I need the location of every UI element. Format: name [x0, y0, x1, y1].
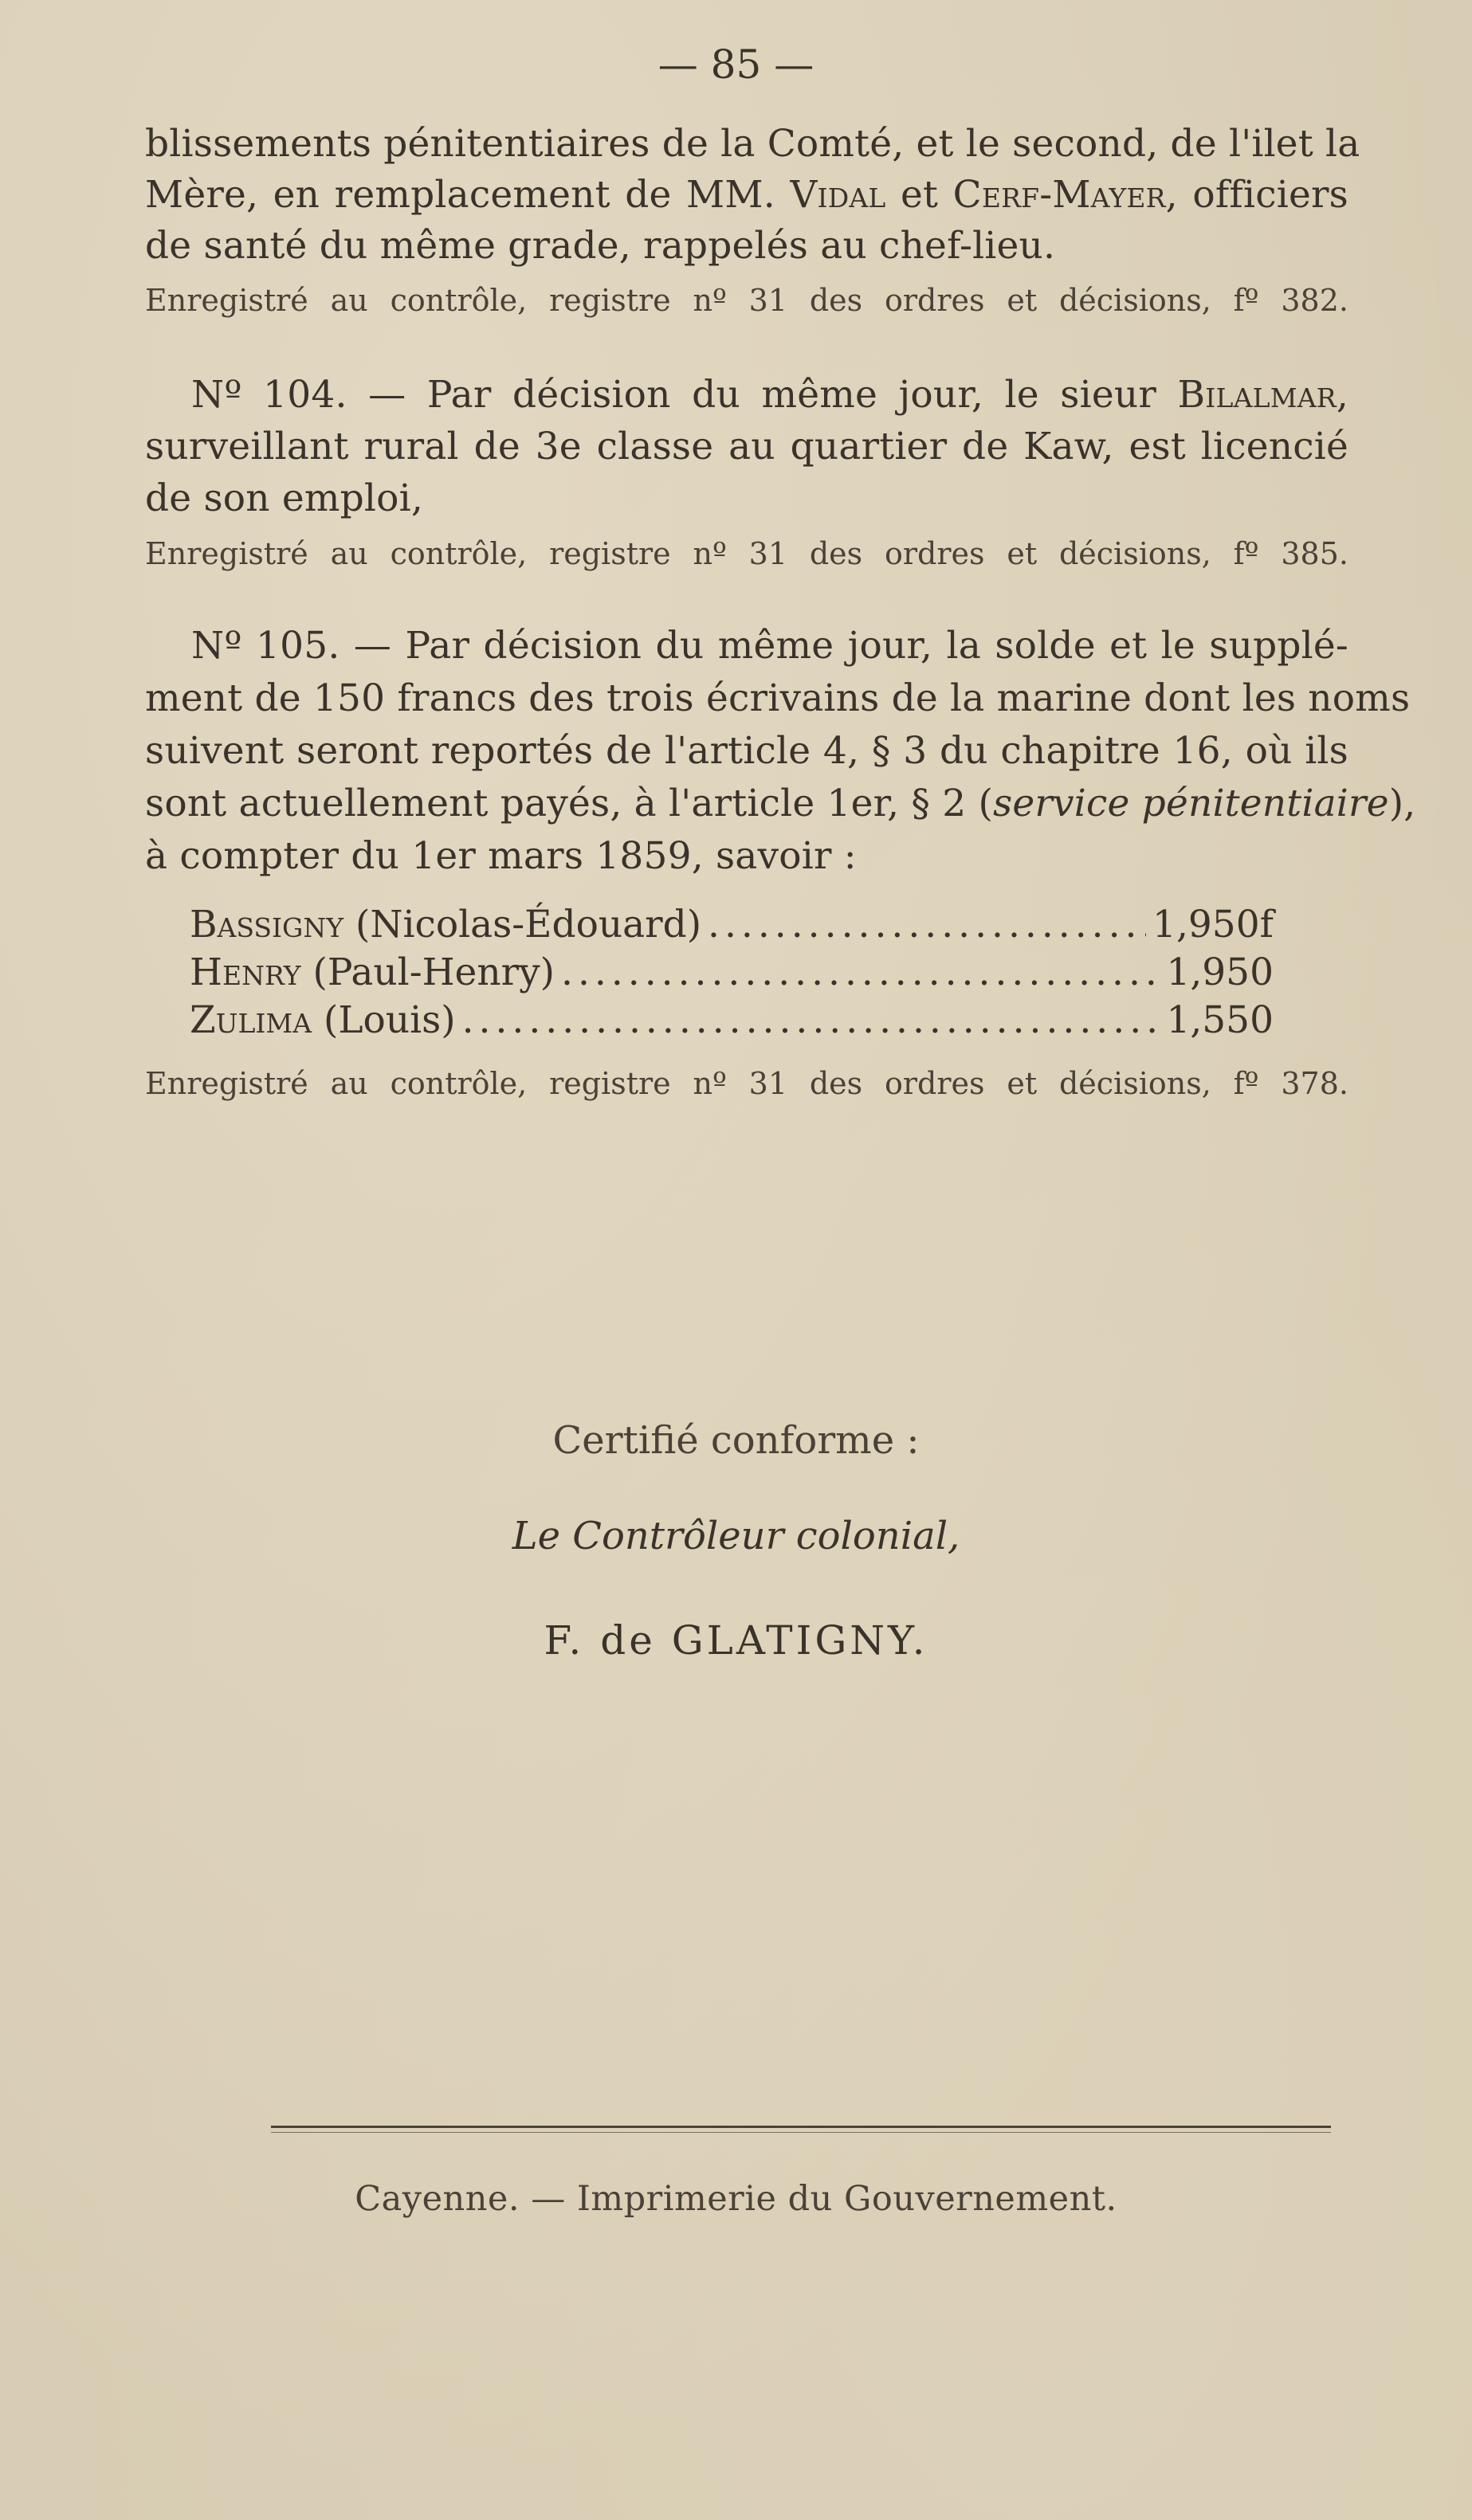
footer-rule [271, 2126, 1331, 2128]
signatory-title: Le Contrôleur colonial, [512, 1514, 960, 1558]
para2-line2: surveillant rural de 3e classe au quartier de Kaw, est licencié [145, 425, 1348, 468]
name-cerf-mayer: Cerf-Mayer [952, 173, 1166, 217]
para3-line2: ment de 150 francs des trois écrivains de la marine dont les noms [145, 676, 1411, 720]
footer-rule-thin [271, 2132, 1331, 2133]
name-bilalmar: Bilalmar [1177, 373, 1337, 417]
para3-line3: suivent seront reportés de l'article 4, § 3 du chapitre 16, où ils [145, 729, 1348, 773]
entry-surname: Henry [190, 950, 301, 994]
leader-dots [561, 948, 1160, 997]
para3-line5: à compter du 1er mars 1859, savoir : [145, 834, 857, 878]
entry-amount: 1,550 [1166, 998, 1274, 1042]
page-number: — 85 — [657, 41, 815, 88]
para3-line1: Nº 105. — Par décision du même jour, la solde et le supplé- [191, 624, 1348, 668]
list-item [190, 948, 1274, 997]
signatory-name: F. de GLATIGNY. [544, 1617, 928, 1664]
para1-line2 [145, 170, 1348, 220]
entry-amount: 1,950 [1166, 950, 1274, 994]
para2-line3: de son emploi, [145, 476, 424, 520]
para2-line1-end: , [1336, 373, 1348, 417]
para3-line4-end: ), [1388, 782, 1416, 825]
para1-line3: de santé du même grade, rappelés au chef-lieu. [145, 224, 1056, 268]
entry-amount: 1,950f [1152, 903, 1274, 946]
para1-line2-et: et [885, 173, 953, 217]
service-penitentiaire: service pénitentiaire [993, 782, 1389, 825]
para2-line1-text: Nº 104. — Par décision du même jour, le sieur [191, 373, 1178, 417]
entry-name [190, 900, 701, 950]
name-vidal: Vidal [790, 173, 886, 217]
para2-line1 [191, 370, 1348, 420]
leader-dots [708, 900, 1146, 950]
entry-given: (Louis) [312, 998, 456, 1042]
entry-surname: Bassigny [190, 903, 344, 946]
para1-line1: blissements pénitentiaires de la Comté, et le second, de l'ilet la [145, 122, 1360, 166]
para3-line4 [145, 779, 1416, 829]
para2-registration: Enregistré au contrôle, registre nº 31 des ordres et décisions, fº 385. [145, 536, 1348, 571]
para1-line2-text: Mère, en remplacement de MM. [145, 173, 791, 217]
list-item [190, 900, 1274, 950]
entry-name [190, 996, 456, 1045]
para1-registration: Enregistré au contrôle, registre nº 31 des ordres et décisions, fº 382. [145, 283, 1348, 318]
entry-given: (Nicolas-Édouard) [343, 903, 702, 946]
entry-given: (Paul-Henry) [300, 950, 555, 994]
entry-surname: Zulima [190, 998, 312, 1042]
para3-line4-text: sont actuellement payés, à l'article 1er, § 2 ( [145, 782, 994, 825]
para1-line2-end: , officiers [1165, 173, 1348, 217]
para3-registration: Enregistré au contrôle, registre nº 31 des ordres et décisions, fº 378. [145, 1066, 1348, 1101]
entry-name [190, 948, 555, 997]
certified-line: Certifié conforme : [552, 1418, 920, 1463]
list-item [190, 996, 1274, 1045]
printer-line: Cayenne. — Imprimerie du Gouvernement. [355, 2179, 1117, 2219]
leader-dots [462, 996, 1160, 1045]
